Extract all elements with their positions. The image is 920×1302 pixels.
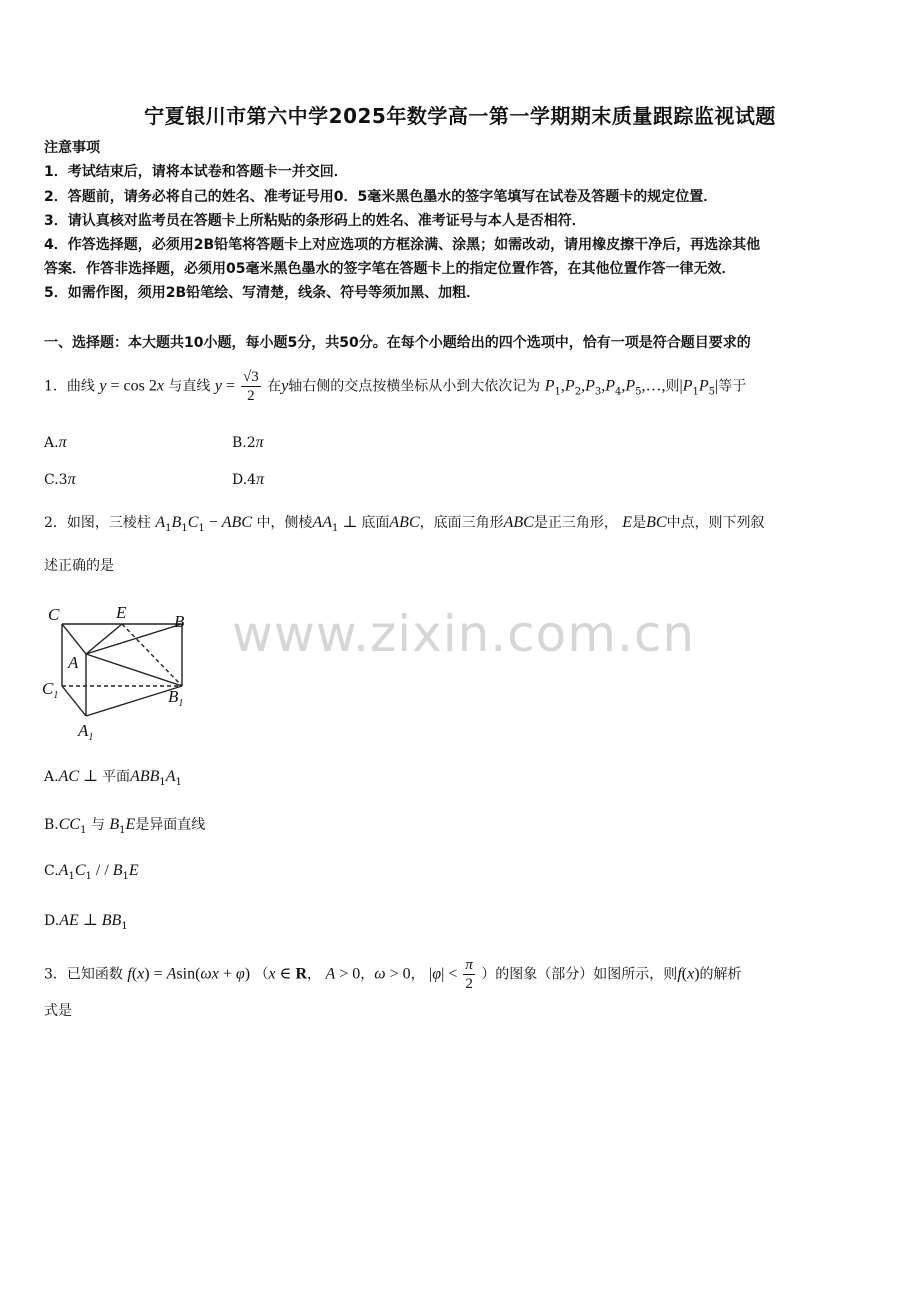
watermark: www.zixin.com.cn [232, 605, 696, 663]
question-3: 3．已知函数 f(x) = Asin(ωx + φ) （x ∈ R， A > 0，ω > 0， |φ| < $\frac{\pi}{2}$ ）的图象（部分）如图所示，则f(x)的解析 [44, 957, 742, 992]
q1-option-d: D.4π [232, 471, 265, 488]
q2-option-b: $B.CC_1$ 与 $B_1E$是异面直线 [44, 816, 206, 836]
prism-figure [40, 598, 205, 746]
notice-item-1: 1．考试结束后，请将本试卷和答题卡一并交回． [44, 164, 348, 180]
figure-label-b: B [174, 612, 185, 631]
q1-option-c: C.3π [44, 471, 76, 488]
question-2: 2．如图，三棱柱 $A_1B_1C_1$ − ABC 中，侧棱$AA_1$ ⊥ 底面ABC，底面三角形ABC是正三角形， E是BC中点，则下列叙 [44, 514, 765, 534]
q1-option-a: A.π [44, 434, 67, 451]
q2-option-d: D.AE ⊥ $BB_1$ [44, 912, 128, 932]
fraction-sqrt3-over-2: $\frac{√3}{2}$ [243, 369, 259, 404]
figure-label-e: E [116, 603, 127, 622]
notice-item-3: 3．请认真核对监考员在答题卡上所粘贴的条形码上的姓名、准考证号与本人是否相符． [44, 213, 586, 229]
question-2-cont: 述正确的是 [44, 558, 114, 574]
notice-item-4-cont: 答案．作答非选择题，必须用05毫米黑色墨水的签字笔在答题卡上的指定位置作答，在其他位置作答一律无效． [44, 261, 736, 277]
q1-option-b: B.2π [232, 434, 264, 451]
figure-label-c1: $C_1$ [42, 679, 59, 701]
figure-label-b1: $B_1$ [168, 687, 184, 709]
page-title: 宁夏银川市第六中学2025年数学高一第一学期期末质量跟踪监视试题 [144, 104, 776, 128]
notice-item-2: 2．答题前，请务必将自己的姓名、准考证号用0．5毫米黑色墨水的签字笔填写在试卷及答题卡的规定位置． [44, 189, 718, 205]
figure-label-c: C [48, 605, 60, 624]
q2-option-a: A.AC ⊥ 平面$ABB_1A_1$ [44, 768, 182, 788]
notice-heading: 注意事项 [44, 140, 100, 156]
notice-item-5: 5．如需作图，须用2B铅笔绘、写清楚，线条、符号等须加黑、加粗． [44, 285, 481, 301]
figure-label-a1: $A_1$ [78, 721, 94, 743]
notice-item-4: 4．作答选择题，必须用2B铅笔将答题卡上对应选项的方框涂满、涂黑；如需改动，请用橡皮擦干净后，再选涂其他 [44, 237, 761, 253]
figure-label-a: A [68, 653, 79, 672]
q2-option-c: $C.A_1C_1$ / / $B_1E$ [44, 862, 139, 882]
section-1-heading: 一、选择题：本大题共10小题，每小题5分，共50分。在每个小题给出的四个选项中，恰有一项是符合题目要求的 [44, 335, 751, 351]
question-1: 1．曲线 y = cos 2x 与直线 y = $\frac{√3}{2}$ 在y轴右侧的交点按横坐标从小到大依次记为 $P_1,P_2,P_3,P_4,P_5,\dots$,则$|P_1P_5|$等于 [44, 369, 747, 404]
fraction-pi-over-2: $\frac{\pi}{2}$ [465, 957, 473, 992]
question-3-cont: 式是 [44, 1003, 72, 1019]
